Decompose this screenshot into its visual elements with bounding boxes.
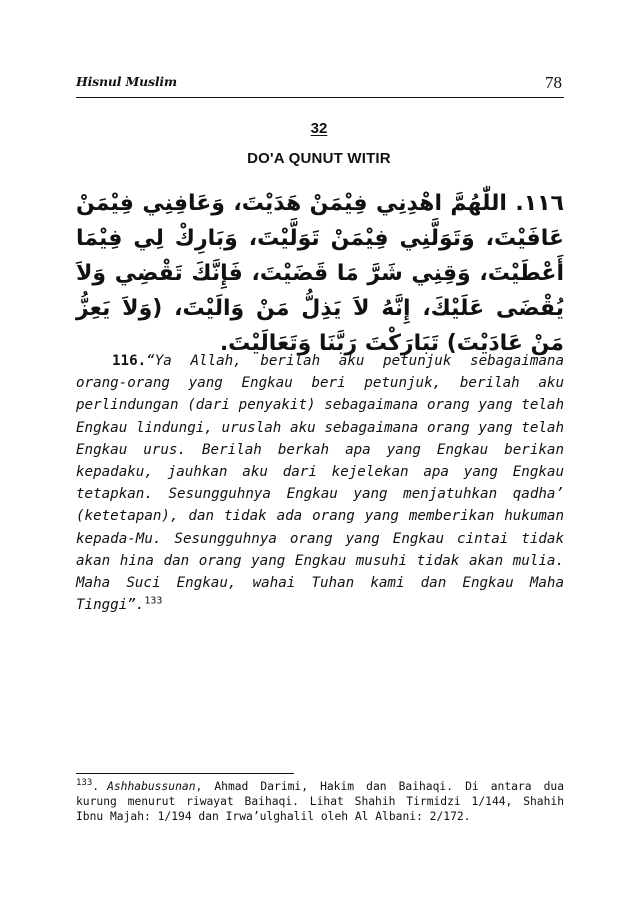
footnote-dot: .: [92, 780, 100, 793]
translation-text: “Ya Allah, berilah aku petunjuk sebagaimana orang-orang yang Engkau beri petunjuk, berilah aku perlindungan (dari penyakit) sebagaimana orang yang telah Engkau lindungi, uruslah aku sebagaimana orang yang telah Engkau urus. Berilah berkah apa yang Engkau berikan kepadaku, jauhkan aku dari kejelekan apa yang Engkau tetapkan. Sesungguhnya Engkau yang menjatuhkan qadha’ (ketetapan), dan tidak ada orang yang memberikan hukuman kepada-Mu. Sesungguhnya orang yang Engkau cintai tidak akan hina dan orang yang Engkau musuhi tidak akan mulia. Maha Suci Engkau, wahai Tuhan kami dan Engkau Maha Tinggi”.: [76, 353, 564, 614]
footnote: [76, 779, 564, 824]
arabic-prayer-text: ١١٦. اللّٰهُمَّ اهْدِنِي فِيْمَنْ هَدَيْتَ، وَعَافِنِي فِيْمَنْ عَافَيْتَ، وَتَوَلَّنِي فِيْمَنْ تَوَلَّيْتَ، وَبَارِكْ لِي فِيْمَا أَعْطَيْتَ، وَقِنِي شَرَّ مَا قَضَيْتَ، فَإِنَّكَ تَقْضِي وَلاَ يُقْضَى عَلَيْكَ، إِنَّهُ لاَ يَذِلُّ مَنْ وَالَيْتَ، (وَلاَ يَعِزُّ مَنْ عَادَيْتَ) تَبَارَكْتَ رَبَّنَا وَتَعَالَيْتَ.: [76, 191, 564, 356]
translation-number: 116.: [112, 353, 147, 369]
footnote-marker: 133: [76, 778, 93, 789]
header-rule: [76, 97, 564, 98]
footnote-text: , Ahmad Darimi, Hakim dan Baihaqi. Di antara dua kurung menurut riwayat Baihaqi. Lihat Shahih Tirmidzi 1/144, Shahih Ibnu Majah: 1/194 dan Irwa’ulghalil oleh Al Albani: 2/172.: [76, 780, 564, 823]
translation-paragraph: [76, 350, 564, 616]
running-title: Hisnul Muslim: [76, 74, 177, 89]
footnote-reference: 133: [144, 595, 163, 607]
section-title: DO'A QUNUT WITIR: [247, 150, 391, 167]
footnote-source: Ashhabussunan: [107, 780, 196, 793]
footnote-rule: [76, 773, 294, 774]
page-number: 78: [545, 73, 562, 92]
section-number: 32: [310, 120, 328, 137]
running-header: [76, 70, 564, 98]
